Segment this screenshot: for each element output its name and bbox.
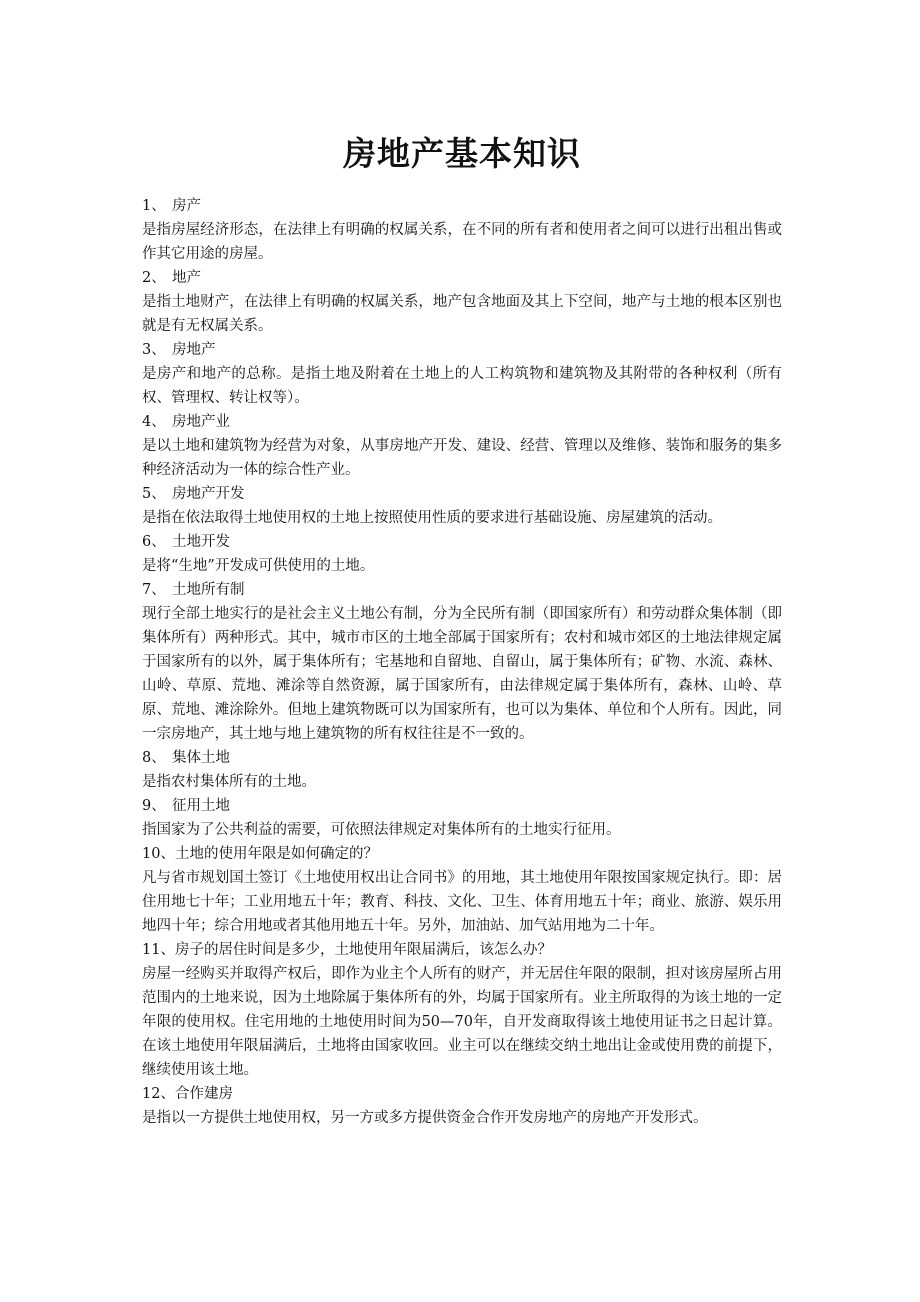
section-heading-text: 土地开发 <box>172 534 230 550</box>
section <box>142 338 782 410</box>
section-heading-text: 房产 <box>172 198 201 214</box>
section <box>142 746 782 794</box>
section-heading <box>142 578 782 602</box>
section-paragraph: 现行全部土地实行的是社会主义土地公有制，分为全民所有制（即国家所有）和劳动群众集体制（即集体所有）两种形式。其中，城市市区的土地全部属于国家所有；农村和城市郊区的土地法律规定属于国家所有的以外，属于集体所有；宅基地和自留地、自留山，属于集体所有；矿物、水流、森林、山岭、草原、荒地、滩涂等自然资源，属于国家所有，由法律规定属于集体所有，森林、山岭、草原、荒地、滩涂除外。但地上建筑物既可以为国家所有，也可以为集体、单位和个人所有。因此，同一宗房地产，其土地与地上建筑物的所有权往往是不一致的。 <box>142 606 782 742</box>
section-number: 6、 <box>142 534 166 550</box>
section-paragraph: 凡与省市规划国土签订《土地使用权出让合同书》的用地，其土地使用年限按国家规定执行。即：居住用地七十年；工业用地五十年；教育、科技、文化、卫生、体育用地五十年；商业、旅游、娱乐用地四十年；综合用地或者其他用地五十年。另外，加油站、加气站用地为二十年。 <box>142 870 782 934</box>
section-heading <box>142 1082 782 1106</box>
section-heading-text: 征用土地 <box>172 798 230 814</box>
section-heading-text: 房地产 <box>172 342 216 358</box>
section-number: 4、 <box>142 414 166 430</box>
section-number: 9、 <box>142 798 166 814</box>
section <box>142 578 782 746</box>
section-heading <box>142 194 782 218</box>
section-body <box>142 962 782 1082</box>
section-paragraph: 是以土地和建筑物为经营为对象，从事房地产开发、建设、经营、管理以及维修、装饰和服务的集多种经济活动为一体的综合性产业。 <box>142 438 782 478</box>
section-number: 1、 <box>142 198 166 214</box>
section-heading <box>142 938 782 962</box>
section-paragraph: 房屋一经购买并取得产权后，即作为业主个人所有的财产，并无居住年限的限制，担对该房屋所占用范围内的土地来说，因为土地除属于集体所有的外，均属于国家所有。业主所取得的为该土地的一定年限的使用权。住宅用地的土地使用时间为50—70年，自开发商取得该土地使用证书之日起计算。在该土地使用年限届满后，土地将由国家收回。业主可以在继续交纳土地出让金或使用费的前提下，继续使用该土地。 <box>142 966 782 1078</box>
section-heading <box>142 338 782 362</box>
section-body <box>142 818 782 842</box>
section-list <box>142 194 782 1130</box>
section <box>142 794 782 842</box>
section-heading-text: 房地产业 <box>172 414 230 430</box>
section-body <box>142 770 782 794</box>
section-heading-text: 房子的居住时间是多少，土地使用年限届满后，该怎么办？ <box>174 942 552 958</box>
section-paragraph: 是房产和地产的总称。是指土地及附着在土地上的人工构筑物和建筑物及其附带的各种权利（所有权、管理权、转让权等）。 <box>142 366 782 406</box>
section-body <box>142 290 782 338</box>
section-body <box>142 434 782 482</box>
section <box>142 266 782 338</box>
section-heading-text: 土地所有制 <box>172 582 245 598</box>
section <box>142 410 782 482</box>
section-body <box>142 218 782 266</box>
document-page <box>142 120 782 1130</box>
section-heading-text: 地产 <box>172 270 201 286</box>
section-body <box>142 554 782 578</box>
section-heading <box>142 482 782 506</box>
section-body <box>142 506 782 530</box>
section-heading-text: 房地产开发 <box>172 486 245 502</box>
section-body <box>142 362 782 410</box>
section-body <box>142 866 782 938</box>
section-number: 12、 <box>142 1086 175 1102</box>
section-body <box>142 602 782 746</box>
section-body <box>142 1106 782 1130</box>
section-number: 5、 <box>142 486 166 502</box>
section-heading-text: 土地的使用年限是如何确定的？ <box>174 846 378 862</box>
section <box>142 938 782 1082</box>
section <box>142 842 782 938</box>
section-paragraph: 是指房屋经济形态，在法律上有明确的权属关系，在不同的所有者和使用者之间可以进行出租出售或作其它用途的房屋。 <box>142 222 782 262</box>
section-paragraph: 是指以一方提供土地使用权，另一方或多方提供资金合作开发房地产的房地产开发形式。 <box>142 1110 708 1126</box>
section-paragraph: 是指在依法取得土地使用权的土地上按照使用性质的要求进行基础设施、房屋建筑的活动。 <box>142 510 722 526</box>
section <box>142 1082 782 1130</box>
section <box>142 194 782 266</box>
section-number: 2、 <box>142 270 166 286</box>
section-number: 3、 <box>142 342 166 358</box>
section-heading-text: 集体土地 <box>172 750 230 766</box>
section <box>142 482 782 530</box>
section-number: 10、 <box>142 846 175 862</box>
section-heading <box>142 746 782 770</box>
section-number: 8、 <box>142 750 166 766</box>
section-paragraph: 指国家为了公共利益的需要，可依照法律规定对集体所有的土地实行征用。 <box>142 822 621 838</box>
section-paragraph: 是指土地财产，在法律上有明确的权属关系，地产包含地面及其上下空间，地产与土地的根本区别也就是有无权属关系。 <box>142 294 782 334</box>
section <box>142 530 782 578</box>
section-heading <box>142 794 782 818</box>
page-title: 房地产基本知识 <box>343 134 581 173</box>
section-number: 11、 <box>142 942 175 958</box>
section-number: 7、 <box>142 582 166 598</box>
section-heading <box>142 410 782 434</box>
section-paragraph: 是将“生地”开发成可供使用的土地。 <box>142 558 375 574</box>
section-heading <box>142 842 782 866</box>
section-heading-text: 合作建房 <box>174 1086 233 1102</box>
section-heading <box>142 266 782 290</box>
section-heading <box>142 530 782 554</box>
section-paragraph: 是指农村集体所有的土地。 <box>142 774 316 790</box>
